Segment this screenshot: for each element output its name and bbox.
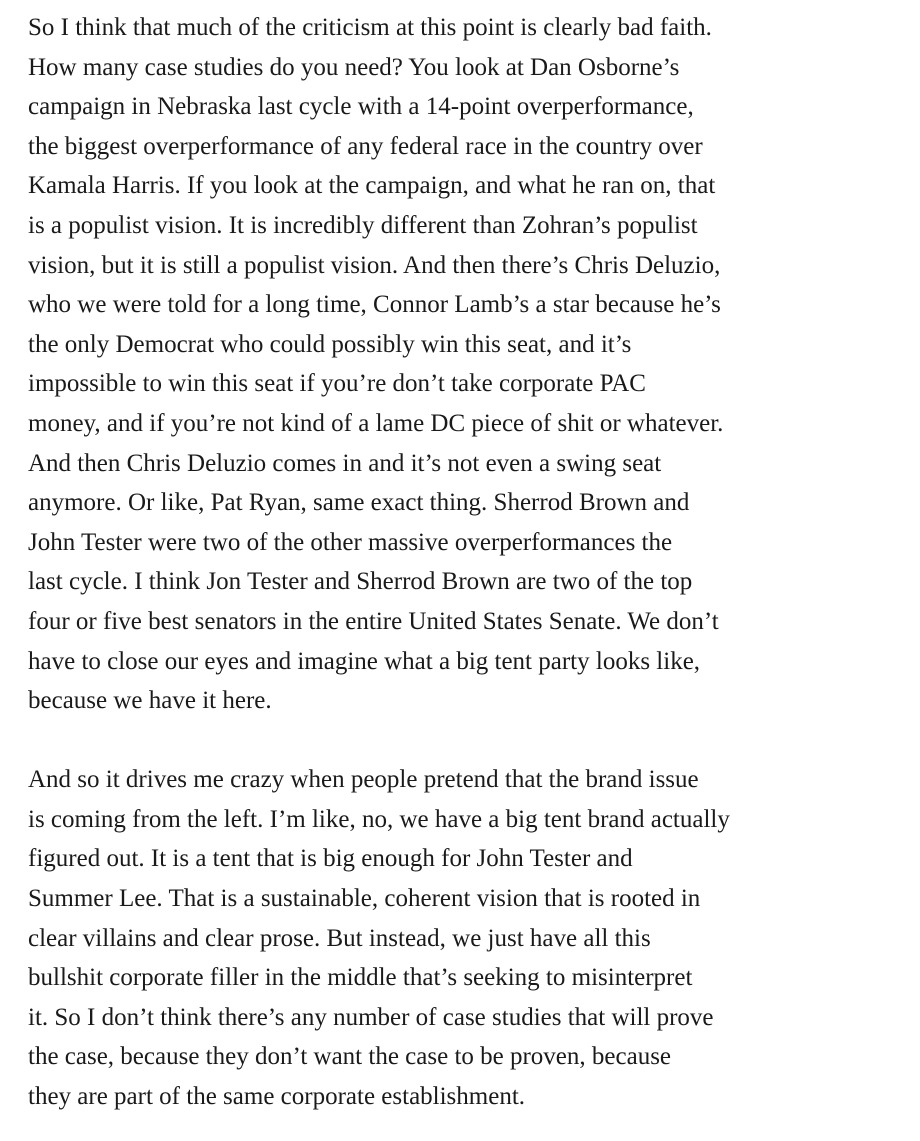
text-line: And then Chris Deluzio comes in and it’s not even a swing seat — [28, 449, 662, 477]
paragraph-2 — [28, 760, 896, 1116]
text-line: And so it drives me crazy when people pretend that the brand issue — [28, 766, 699, 794]
text-line: it. So I don’t think there’s any number of case studies that will prove — [28, 1003, 714, 1031]
text-line: the only Democrat who could possibly win this seat, and it’s — [28, 330, 632, 358]
text-line: the case, because they don’t want the case to be proven, because — [28, 1043, 672, 1071]
text-line: Kamala Harris. If you look at the campaign, and what he ran on, that — [28, 172, 716, 200]
text-line: they are part of the same corporate establishment. — [28, 1083, 526, 1111]
text-line: figured out. It is a tent that is big enough for John Tester and — [28, 845, 633, 873]
text-line: four or five best senators in the entire United States Senate. We don’t — [28, 607, 719, 635]
text-line: the biggest overperformance of any federal race in the country over — [28, 132, 703, 160]
text-line: who we were told for a long time, Connor Lamb’s a star because he’s — [28, 291, 721, 319]
text-line: vision, but it is still a populist vision. And then there’s Chris Deluzio, — [28, 251, 721, 279]
text-line: bullshit corporate filler in the middle that’s seeking to misinterpret — [28, 964, 693, 992]
text-line: How many case studies do you need? You look at Dan Osborne’s — [28, 53, 680, 81]
text-line: is a populist vision. It is incredibly different than Zohran’s populist — [28, 211, 698, 239]
paragraph-1 — [28, 8, 896, 721]
text-line: last cycle. I think Jon Tester and Sherrod Brown are two of the top — [28, 568, 693, 596]
text-line: have to close our eyes and imagine what a big tent party looks like, — [28, 647, 701, 675]
text-line: campaign in Nebraska last cycle with a 14-point overperformance, — [28, 93, 694, 121]
text-line: Summer Lee. That is a sustainable, coherent vision that is rooted in — [28, 885, 701, 913]
text-line: because we have it here. — [28, 687, 272, 715]
text-line: impossible to win this seat if you’re don’t take corporate PAC — [28, 370, 646, 398]
article-body — [28, 8, 896, 1117]
text-line: So I think that much of the criticism at this point is clearly bad faith. — [28, 14, 712, 41]
text-line: clear villains and clear prose. But instead, we just have all this — [28, 924, 651, 952]
text-line: money, and if you’re not kind of a lame DC piece of shit or whatever. — [28, 409, 724, 437]
text-line: is coming from the left. I’m like, no, we have a big tent brand actually — [28, 805, 730, 833]
text-line: John Tester were two of the other massive overperformances the — [28, 528, 673, 556]
text-line: anymore. Or like, Pat Ryan, same exact thing. Sherrod Brown and — [28, 489, 690, 517]
